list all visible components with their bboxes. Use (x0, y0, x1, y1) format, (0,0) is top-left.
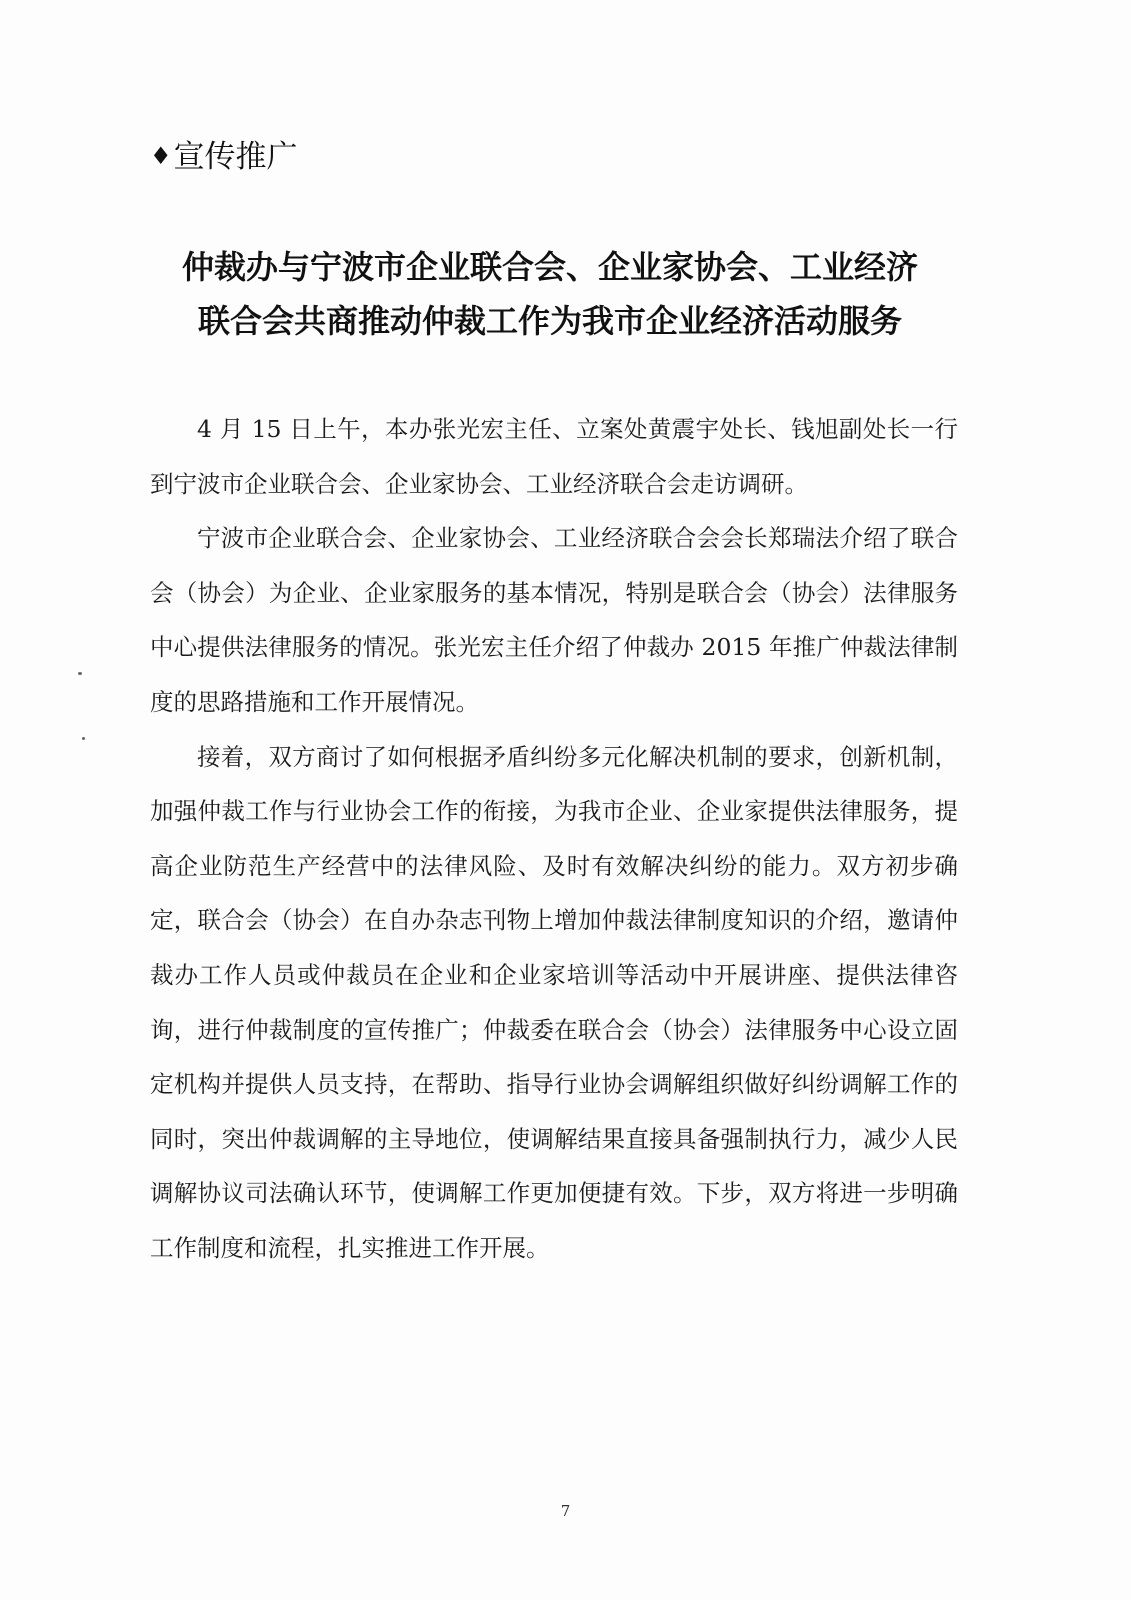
article-title (150, 240, 950, 348)
scan-speck (82, 737, 85, 740)
page-number: 7 (560, 1502, 571, 1520)
diamond-bullet-icon: ♦ (150, 142, 172, 170)
article-title-line-2: 联合会共商推动仲裁工作为我市企业经济活动服务 (197, 302, 902, 340)
paragraph-visit: 4 月 15 日上午，本办张光宏主任、立案处黄震宇处长、钱旭副处长一行到宁波市企业联合会、企业家协会、工业经济联合会走访调研。 (150, 415, 958, 498)
article-body (150, 402, 958, 1276)
section-heading (150, 136, 298, 177)
section-heading-label: 宣传推广 (173, 139, 298, 175)
paragraph-introductions: 宁波市企业联合会、企业家协会、工业经济联合会会长郑瑞法介绍了联合会（协会）为企业、企业家服务的基本情况，特别是联合会（协会）法律服务中心提供法律服务的情况。张光宏主任介绍了仲裁办 2015 年推广仲裁法律制度的思路措施和工作开展情况。 (150, 524, 958, 716)
article-title-line-1: 仲裁办与宁波市企业联合会、企业家协会、工业经济 (181, 248, 918, 286)
paragraph-discussion: 接着，双方商讨了如何根据矛盾纠纷多元化解决机制的要求，创新机制，加强仲裁工作与行业协会工作的衔接，为我市企业、企业家提供法律服务，提高企业防范生产经营中的法律风险、及时有效解决纠纷的能力。双方初步确定，联合会（协会）在自办杂志刊物上增加仲裁法律制度知识的介绍，邀请仲裁办工作人员或仲裁员在企业和企业家培训等活动中开展讲座、提供法律咨询，进行仲裁制度的宣传推广；仲裁委在联合会（协会）法律服务中心设立固定机构并提供人员支持，在帮助、指导行业协会调解组织做好纠纷调解工作的同时，突出仲裁调解的主导地位，使调解结果直接具备强制执行力，减少人民调解协议司法确认环节，使调解工作更加便捷有效。下步，双方将进一步明确工作制度和流程，扎实推进工作开展。 (150, 742, 958, 1262)
scan-speck (78, 672, 82, 675)
